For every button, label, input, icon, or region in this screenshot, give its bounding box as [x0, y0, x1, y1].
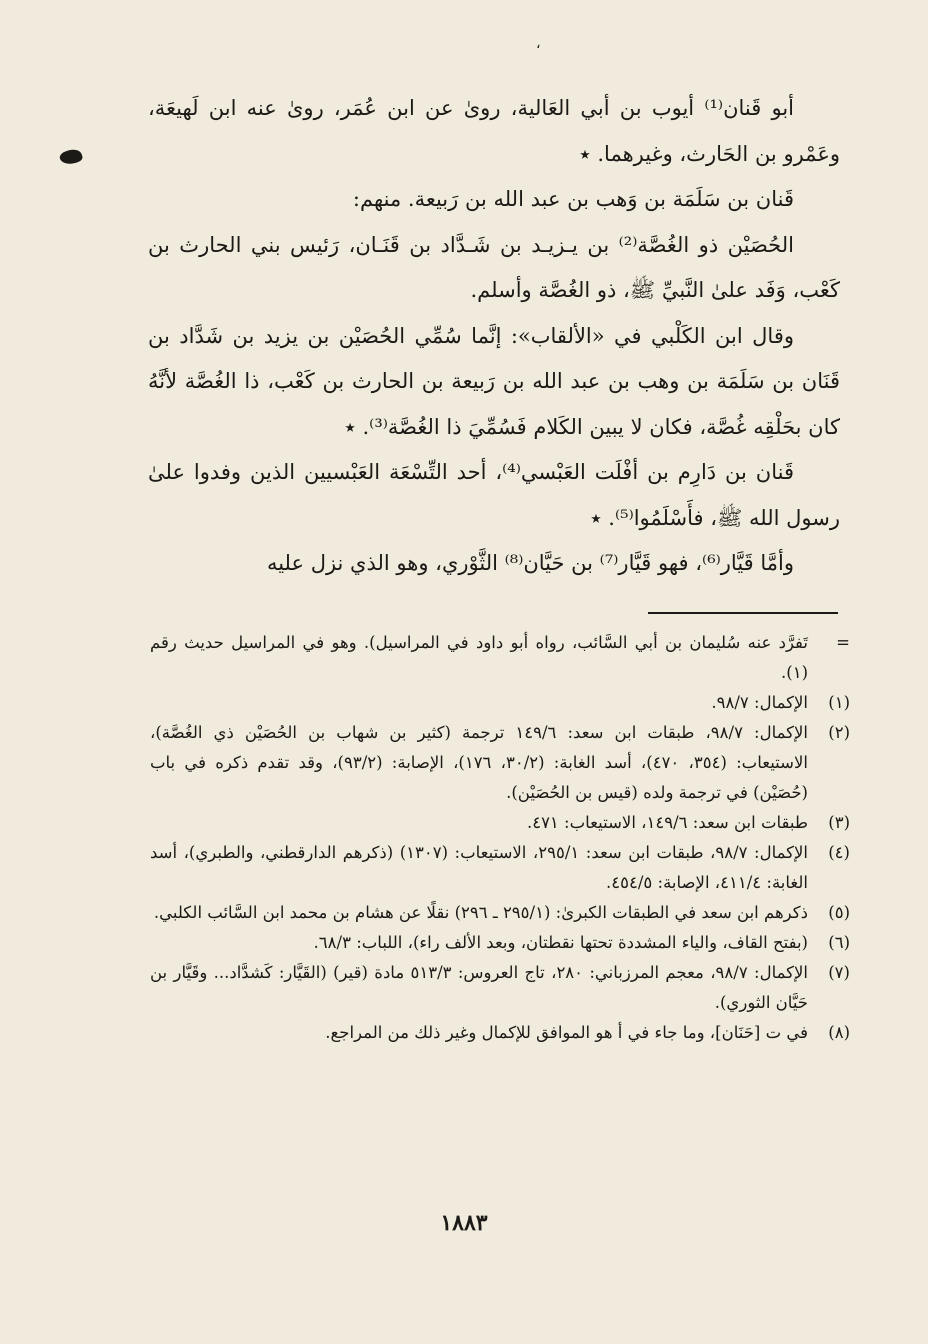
footnote-text: طبقات ابن سعد: ١٤٩/٦، الاستيعاب: ٤٧١. [526, 813, 808, 832]
paragraph-ibn-al-kalbi: وقال ابن الكَلْبي في «الألقاب»: إنَّما سُمِّي الحُصَيْن بن يزيد بن شَدَّاد بن قَنَان بن سَلَمَة بن وهب بن عبد الله بن رَبيعة بن الحارث بن كَعْب، ذا الغُصَّة لأنَّهُ كان بحَلْقِه غُصَّة، فكان لا يبين الكَلام فَسُمِّيَ ذا الغُصَّة⁽³⁾. ٭ [148, 323, 840, 439]
footnote-item [150, 808, 850, 838]
footnote-text: الإكمال: ٩٨/٧، طبقات ابن سعد: ٢٩٥/١، الاستيعاب: (١٣٠٧) (ذكرهم الدارقطني، والطبري)، أسد الغابة: ٤١١/٤، الإصابة: ٤٥٤/٥. [150, 843, 808, 892]
footnote-number: (٣) [828, 813, 850, 832]
footnote-number: (٨) [828, 1023, 850, 1042]
paragraph-al-husayn: الحُصَيْن ذو الغُصَّة⁽²⁾ بن يـزيـد بن شَـدَّاد بن قَنَـان، رَئيس بني الحارث بن كَعْب، وَفَد علىٰ النَّبيِّ ﷺ، ذو الغُصَّة وأسلم. [148, 232, 840, 302]
paragraph-qanan-bin-salama: قَنان بن سَلَمَة بن وَهب بن عبد الله بن رَبيعة. منهم: [352, 187, 794, 211]
ink-blot-mark [58, 147, 83, 167]
paragraph-abu-qanan: أبو قَنان⁽¹⁾ أيوب بن أبي العَالية، روىٰ عن ابن عُمَر، روىٰ عنه ابن لَهيعَة، وعَمْرو بن الحَارث، وغيرهما. ٭ [148, 96, 840, 166]
footnote-text: الإكمال: ٩٨/٧. [711, 693, 808, 712]
page-number: ١٨٨٣ [440, 1210, 488, 1236]
footnote-item [150, 838, 850, 898]
footnote-item [150, 958, 850, 1018]
footnote-separator [648, 612, 838, 614]
footnote-item [150, 628, 850, 688]
main-text [148, 86, 840, 587]
footnote-item [150, 928, 850, 958]
footnote-number: (٦) [828, 933, 850, 952]
footnote-text: في ت [حَنَان]، وما جاء في أ هو الموافق للإكمال وغير ذلك من المراجع. [325, 1023, 808, 1042]
footnote-item [150, 898, 850, 928]
paragraph-qayyar: وأمَّا قَيَّار⁽⁶⁾، فهو قَيَّار⁽⁷⁾ بن حَيَّان⁽⁸⁾ الثَّوْري، وهو الذي نزل عليه [266, 551, 794, 575]
footnote-number: (١) [828, 693, 850, 712]
footnote-item [150, 1018, 850, 1048]
paragraph-qanan-bin-darim: قَنان بن دَارِم بن أفْلَت العَبْسي⁽⁴⁾، أحد التِّسْعَة العَبْسيين الذين وفدوا علىٰ رسول الله ﷺ، فأَسْلَمُوا⁽⁵⁾. ٭ [148, 460, 840, 530]
footnote-number: (٢) [828, 723, 850, 742]
footnote-text: ذكرهم ابن سعد في الطبقات الكبرىٰ: (٢٩٥/١ ـ ٢٩٦) نقلًا عن هشام بن محمد ابن السَّائب الكلبي. [153, 903, 808, 922]
footnote-item [150, 718, 850, 808]
footnote-text: تَفرَّد عنه سُليمان بن أبي السَّائب، رواه أبو داود في المراسيل). وهو في المراسيل حديث رقم (١). [150, 633, 808, 682]
footnote-text: (بفتح القاف، والياء المشددة تحتها نقطتان، وبعد الألف راء)، اللباب: ٦٨/٣. [313, 933, 808, 952]
footnote-number: = [836, 633, 850, 652]
footnote-number: (٧) [828, 963, 850, 982]
footnote-item [150, 688, 850, 718]
top-mark: ، [536, 36, 541, 52]
footnote-number: (٤) [828, 843, 850, 862]
footnote-text: الإكمال: ٩٨/٧، معجم المرزباني: ٢٨٠، تاج العروس: ٥١٣/٣ مادة (قير) (القَيَّار: كَشدَّاد... وقَيَّار بن حَيَّان الثوري). [150, 963, 808, 1012]
footnote-number: (٥) [828, 903, 850, 922]
footnote-text: الإكمال: ٩٨/٧، طبقات ابن سعد: ١٤٩/٦ ترجمة (كثير بن شهاب بن الحُصَيْن ذي الغُصَّة)، الاستيعاب: (٣٥٤، ٤٧٠)، أسد الغابة: (٣٠/٢، ١٧٦)، الإصابة: (٩٣/٢)، وقد تقدم ذكره في باب (حُصَيْن) في ترجمة ولده (قيس بن الحُصَيْن). [150, 723, 808, 802]
footnotes [150, 628, 850, 1048]
